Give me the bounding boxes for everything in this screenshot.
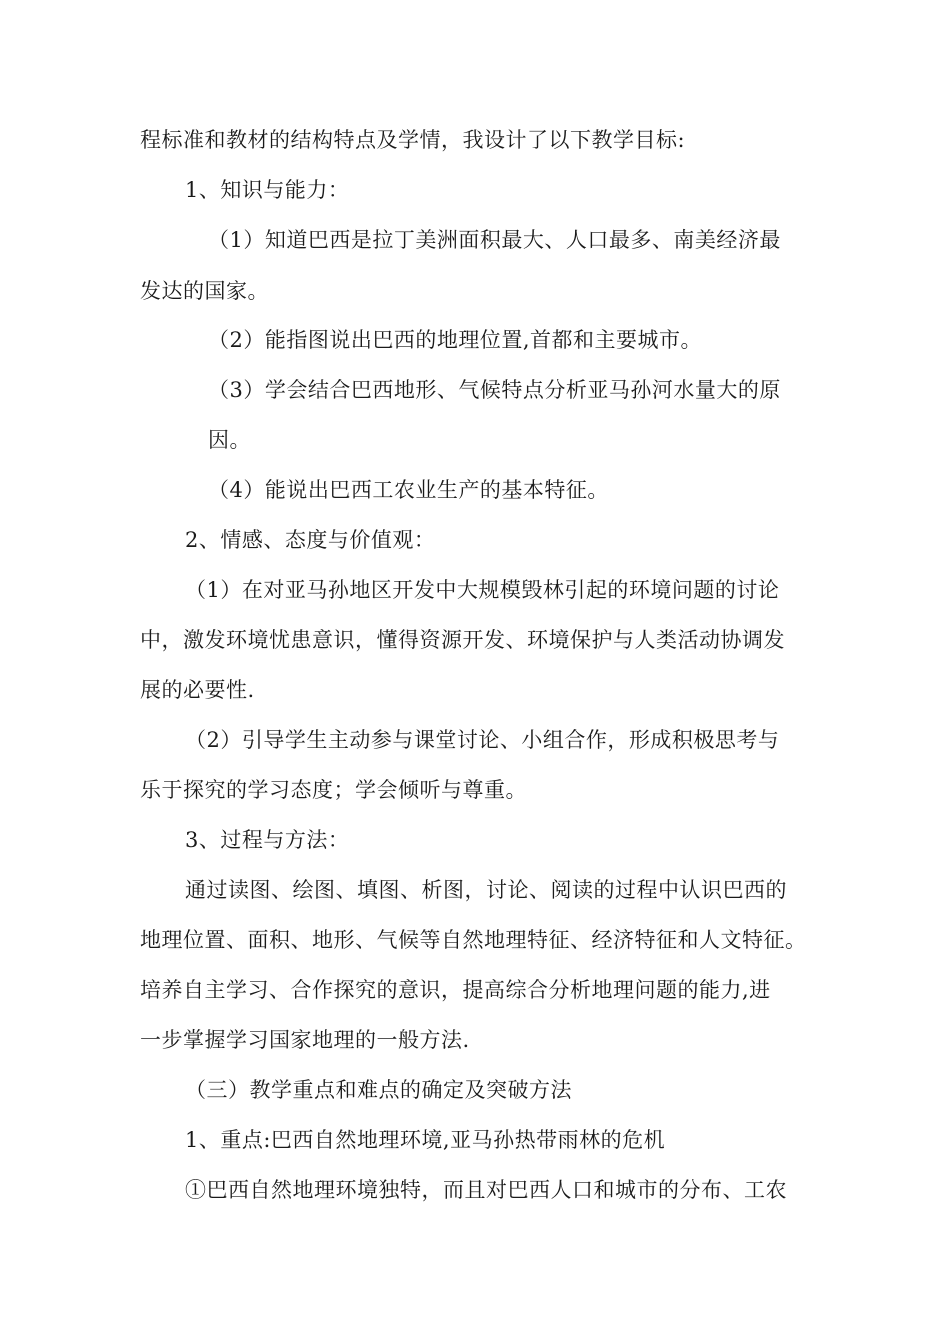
text-line-11: 中，激发环境忧患意识，懂得资源开发、环境保护与人类活动协调发 xyxy=(140,628,785,652)
text-line-12: 展的必要性. xyxy=(140,678,255,702)
text-line-17: 地理位置、面积、地形、气候等自然地理特征、经济特征和人文特征。 xyxy=(140,928,807,952)
text-line-3: （1）知道巴西是拉丁美洲面积最大、人口最多、南美经济最 xyxy=(208,228,781,252)
text-line-10: （1）在对亚马孙地区开发中大规模毁林引起的环境问题的讨论 xyxy=(185,578,780,602)
text-line-16: 通过读图、绘图、填图、析图，讨论、阅读的过程中认识巴西的 xyxy=(185,878,787,902)
text-line-5: （2）能指图说出巴西的地理位置,首都和主要城市。 xyxy=(208,328,703,352)
text-line-1: 程标准和教材的结构特点及学情，我设计了以下教学目标: xyxy=(140,128,686,152)
text-line-4: 发达的国家。 xyxy=(140,279,269,303)
text-line-22: ①巴西自然地理环境独特，而且对巴西人口和城市的分布、工农 xyxy=(185,1178,787,1202)
text-line-7: 因。 xyxy=(208,428,251,452)
text-line-20: （三）教学重点和难点的确定及突破方法 xyxy=(185,1078,572,1102)
text-line-18: 培养自主学习、合作探究的意识，提高综合分析地理问题的能力,进 xyxy=(140,978,771,1002)
text-line-15: 3、过程与方法： xyxy=(185,828,350,852)
text-line-9: 2、情感、态度与价值观： xyxy=(185,528,436,552)
text-line-6: （3）学会结合巴西地形、气候特点分析亚马孙河水量大的原 xyxy=(208,378,781,402)
text-line-13: （2）引导学生主动参与课堂讨论、小组合作，形成积极思考与 xyxy=(185,728,780,752)
text-line-21: 1、重点:巴西自然地理环境,亚马孙热带雨林的危机 xyxy=(185,1128,666,1152)
text-line-19: 一步掌握学习国家地理的一般方法. xyxy=(140,1028,470,1052)
text-line-14: 乐于探究的学习态度；学会倾听与尊重。 xyxy=(140,778,527,802)
text-line-8: （4）能说出巴西工农业生产的基本特征。 xyxy=(208,478,609,502)
text-line-2: 1、知识与能力： xyxy=(185,178,350,202)
